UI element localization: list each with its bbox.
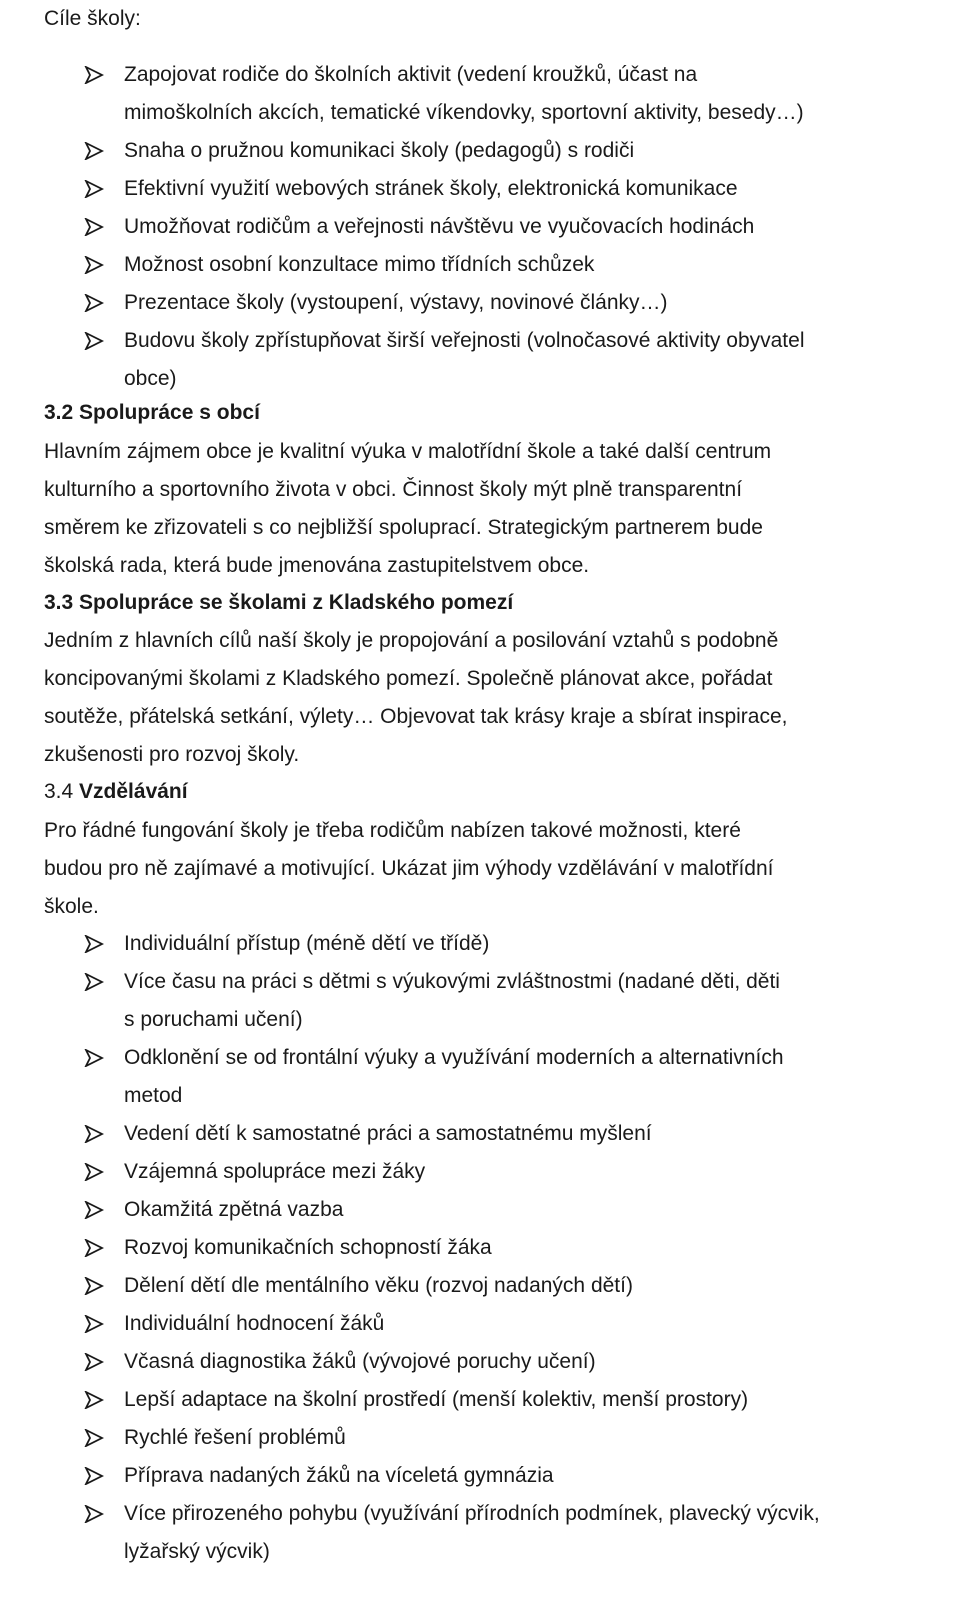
paragraph-line: kulturního a sportovního života v obci. Činnost školy mýt plně transparentní bbox=[44, 478, 743, 501]
list-item-text: Okamžitá zpětná vazba bbox=[124, 1198, 344, 1221]
list-item bbox=[0, 208, 960, 246]
section-title: Vzdělávání bbox=[79, 780, 188, 803]
arrow-bullet-icon bbox=[84, 1429, 104, 1447]
section-number: 3.3 bbox=[44, 591, 74, 614]
arrow-bullet-icon bbox=[84, 294, 104, 312]
arrow-bullet-icon bbox=[84, 935, 104, 953]
paragraph-line: soutěže, přátelská setkání, výlety… Objevovat tak krásy kraje a sbírat inspirace, bbox=[44, 705, 788, 728]
list-item-text: mimoškolních akcích, tematické víkendovky, sportovní aktivity, besedy…) bbox=[124, 101, 804, 124]
list-item bbox=[0, 1229, 960, 1267]
arrow-bullet-icon bbox=[84, 1125, 104, 1143]
paragraph-line: Jedním z hlavních cílů naší školy je propojování a posilování vztahů s podobně bbox=[44, 629, 779, 652]
section-heading bbox=[0, 584, 960, 622]
list-item-text: Včasná diagnostika žáků (vývojové poruchy učení) bbox=[124, 1350, 596, 1373]
list-item bbox=[0, 56, 960, 94]
arrow-bullet-icon bbox=[84, 1239, 104, 1257]
list-item bbox=[0, 1495, 960, 1533]
arrow-bullet-icon bbox=[84, 1467, 104, 1485]
list-item bbox=[0, 170, 960, 208]
list-item-text: Individuální přístup (méně dětí ve třídě) bbox=[124, 932, 490, 955]
list-item-text: Odklonění se od frontální výuky a využívání moderních a alternativních bbox=[124, 1046, 784, 1069]
list-item-text: s poruchami učení) bbox=[124, 1008, 303, 1031]
paragraph-line: Hlavním zájmem obce je kvalitní výuka v malotřídní škole a také další centrum bbox=[44, 440, 772, 463]
arrow-bullet-icon bbox=[84, 332, 104, 350]
list-item bbox=[0, 1115, 960, 1153]
list-item bbox=[0, 1457, 960, 1495]
list-item-continuation bbox=[0, 1533, 960, 1571]
list-item-text: Budovu školy zpřístupňovat širší veřejnosti (volnočasové aktivity obyvatel bbox=[124, 329, 805, 352]
list-item bbox=[0, 1191, 960, 1229]
list-item bbox=[0, 963, 960, 1001]
list-item-text: Lepší adaptace na školní prostředí (menší kolektiv, menší prostory) bbox=[124, 1388, 749, 1411]
paragraph-line: budou pro ně zajímavé a motivující. Ukázat jim výhody vzdělávání v malotřídní bbox=[44, 857, 774, 880]
arrow-bullet-icon bbox=[84, 1315, 104, 1333]
arrow-bullet-icon bbox=[84, 1163, 104, 1181]
section-heading bbox=[0, 773, 960, 811]
arrow-bullet-icon bbox=[84, 256, 104, 274]
list-item bbox=[0, 1153, 960, 1191]
list-item bbox=[0, 322, 960, 360]
list-item-text: Příprava nadaných žáků na víceletá gymnázia bbox=[124, 1464, 554, 1487]
arrow-bullet-icon bbox=[84, 66, 104, 84]
list-item-continuation bbox=[0, 1077, 960, 1115]
list-item-text: metod bbox=[124, 1084, 183, 1107]
list-item-text: Prezentace školy (vystoupení, výstavy, novinové články…) bbox=[124, 291, 668, 314]
section-heading bbox=[0, 394, 960, 432]
list-item bbox=[0, 1039, 960, 1077]
list-item-text: Zapojovat rodiče do školních aktivit (vedení kroužků, účast na bbox=[124, 63, 698, 86]
list-item-text: Snaha o pružnou komunikaci školy (pedagogů) s rodiči bbox=[124, 139, 635, 162]
list-item-text: Dělení dětí dle mentálního věku (rozvoj nadaných dětí) bbox=[124, 1274, 633, 1297]
list-item bbox=[0, 1305, 960, 1343]
list-item-text: obce) bbox=[124, 367, 177, 390]
list-item-continuation bbox=[0, 94, 960, 132]
list-item-continuation bbox=[0, 360, 960, 398]
list-item-text: Efektivní využití webových stránek školy, elektronická komunikace bbox=[124, 177, 738, 200]
section-title: Spolupráce se školami z Kladského pomezí bbox=[79, 591, 514, 614]
list-item-text: Možnost osobní konzultace mimo třídních schůzek bbox=[124, 253, 595, 276]
list-item bbox=[0, 1267, 960, 1305]
arrow-bullet-icon bbox=[84, 180, 104, 198]
arrow-bullet-icon bbox=[84, 1391, 104, 1409]
arrow-bullet-icon bbox=[84, 142, 104, 160]
list-item-text: Individuální hodnocení žáků bbox=[124, 1312, 385, 1335]
paragraph-line: směrem ke zřizovateli s co nejbližší spoluprací. Strategickým partnerem bude bbox=[44, 516, 763, 539]
list-item-text: Rozvoj komunikačních schopností žáka bbox=[124, 1236, 492, 1259]
list-item-text: Vzájemná spolupráce mezi žáky bbox=[124, 1160, 426, 1183]
paragraph-line: koncipovanými školami z Kladského pomezí. Společně plánovat akce, pořádat bbox=[44, 667, 773, 690]
arrow-bullet-icon bbox=[84, 1201, 104, 1219]
arrow-bullet-icon bbox=[84, 218, 104, 236]
paragraph-line: školská rada, která bude jmenována zastupitelstvem obce. bbox=[44, 554, 590, 577]
arrow-bullet-icon bbox=[84, 973, 104, 991]
arrow-bullet-icon bbox=[84, 1277, 104, 1295]
list-item bbox=[0, 1343, 960, 1381]
list-item-continuation bbox=[0, 1001, 960, 1039]
section-number: 3.4 bbox=[44, 780, 74, 803]
list-item bbox=[0, 284, 960, 322]
list-item-text: lyžařský výcvik) bbox=[124, 1540, 270, 1563]
section-title: Spolupráce s obcí bbox=[79, 401, 260, 424]
arrow-bullet-icon bbox=[84, 1505, 104, 1523]
paragraph-line: škole. bbox=[44, 895, 99, 918]
list-item-text: Vedení dětí k samostatné práci a samostatnému myšlení bbox=[124, 1122, 652, 1145]
list-item bbox=[0, 1381, 960, 1419]
arrow-bullet-icon bbox=[84, 1353, 104, 1371]
intro-heading: Cíle školy: bbox=[44, 7, 141, 30]
list-item bbox=[0, 925, 960, 963]
list-item-text: Více času na práci s dětmi s výukovými zvláštnostmi (nadané děti, děti bbox=[124, 970, 780, 993]
list-item bbox=[0, 246, 960, 284]
list-item-text: Více přirozeného pohybu (využívání přírodních podmínek, plavecký výcvik, bbox=[124, 1502, 820, 1525]
paragraph-line: Pro řádné fungování školy je třeba rodičům nabízen takové možnosti, které bbox=[44, 819, 741, 842]
list-item bbox=[0, 132, 960, 170]
paragraph-line: zkušenosti pro rozvoj školy. bbox=[44, 743, 300, 766]
section-number: 3.2 bbox=[44, 401, 74, 424]
arrow-bullet-icon bbox=[84, 1049, 104, 1067]
list-item-text: Umožňovat rodičům a veřejnosti návštěvu ve vyučovacích hodinách bbox=[124, 215, 755, 238]
list-item-text: Rychlé řešení problémů bbox=[124, 1426, 346, 1449]
list-item bbox=[0, 1419, 960, 1457]
intro-line bbox=[0, 0, 960, 38]
